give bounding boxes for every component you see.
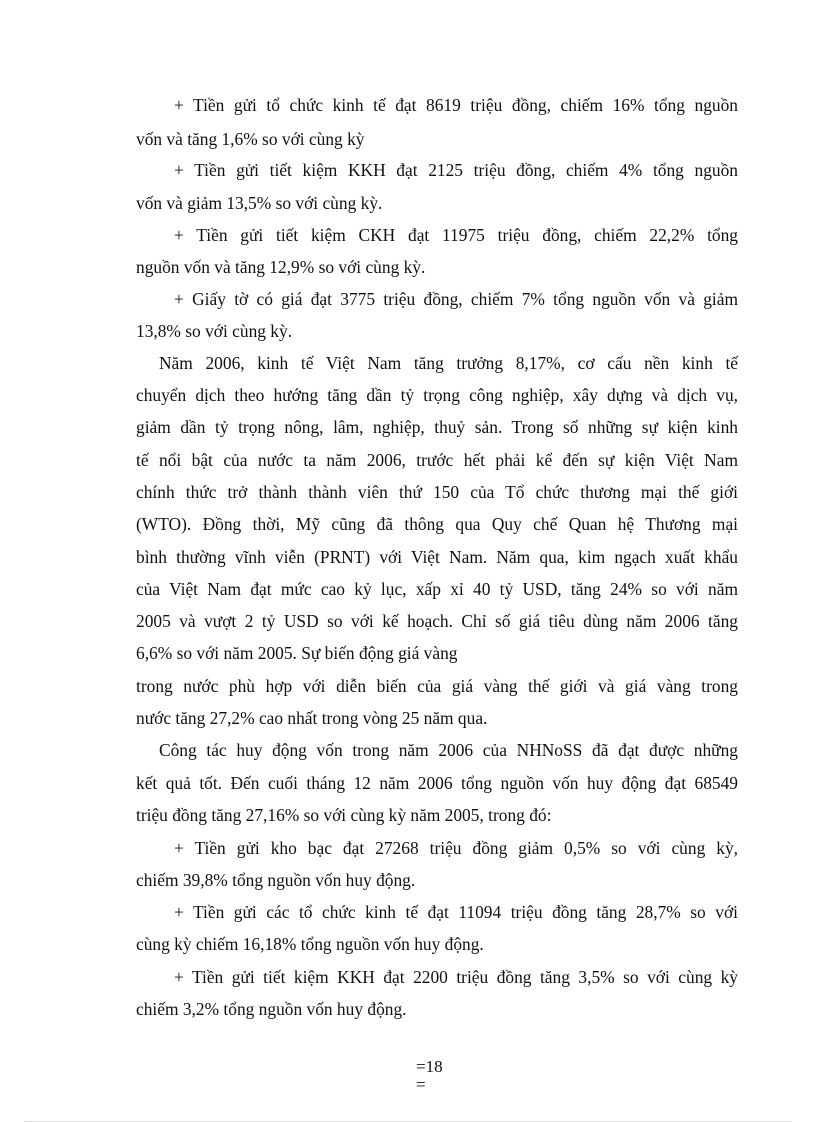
text-line: chính thức trở thành thành viên thứ 150 của Tổ chức thương mại thế giới — [136, 482, 738, 502]
text-line: cùng kỳ chiếm 16,18% tổng nguồn vốn huy động. — [136, 934, 484, 954]
text-line: vốn và tăng 1,6% so với cùng kỳ — [136, 129, 365, 149]
text-line: chuyển dịch theo hướng tăng dần tỷ trọng công nghiệp, xây dựng và dịch vụ, — [136, 385, 738, 405]
text-line: 6,6% so với năm 2005. Sự biến động giá vàng — [136, 643, 458, 663]
text-line: 13,8% so với cùng kỳ. — [136, 321, 293, 341]
text-line: + Tiền gửi tiết kiệm KKH đạt 2125 triệu đồng, chiếm 4% tổng nguồn — [174, 160, 738, 180]
text-line: nguồn vốn và tăng 12,9% so với cùng kỳ. — [136, 257, 426, 277]
text-line: nước tăng 27,2% cao nhất trong vòng 25 năm qua. — [136, 708, 488, 728]
text-line: 2005 và vượt 2 tỷ USD so với kế hoạch. Chỉ số giá tiêu dùng năm 2006 tăng — [136, 611, 738, 631]
text-line: + Tiền gửi tổ chức kinh tế đạt 8619 triệu đồng, chiếm 16% tổng nguồn — [174, 95, 738, 115]
text-line: triệu đồng tăng 27,16% so với cùng kỳ năm 2005, trong đó: — [136, 805, 552, 825]
text-line: chiếm 39,8% tổng nguồn vốn huy động. — [136, 870, 416, 890]
text-line: + Tiền gửi tiết kiệm CKH đạt 11975 triệu đồng, chiếm 22,2% tổng — [174, 225, 738, 245]
text-line: + Tiền gửi kho bạc đạt 27268 triệu đồng giảm 0,5% so với cùng kỳ, — [174, 838, 738, 858]
text-line: kết quả tốt. Đến cuối tháng 12 năm 2006 tổng nguồn vốn huy động đạt 68549 — [136, 773, 738, 793]
text-line: giảm dần tỷ trọng nông, lâm, nghiệp, thuỷ sản. Trong số những sự kiện kinh — [136, 417, 738, 437]
page-number: =18 = — [416, 1057, 443, 1094]
footer-divider — [24, 1121, 792, 1122]
text-line: trong nước phù hợp với diễn biến của giá vàng thế giới và giá vàng trong — [136, 676, 738, 696]
text-line: + Tiền gửi tiết kiệm KKH đạt 2200 triệu đồng tăng 3,5% so với cùng kỳ — [174, 967, 738, 987]
text-line: Năm 2006, kinh tế Việt Nam tăng trưởng 8,17%, cơ cấu nền kinh tế — [159, 353, 738, 373]
text-line: Công tác huy động vốn trong năm 2006 của NHNoSS đã đạt được những — [159, 740, 738, 760]
text-line: + Tiền gửi các tổ chức kinh tế đạt 11094 triệu đồng tăng 28,7% so với — [174, 902, 738, 922]
text-line: bình thường vĩnh viễn (PRNT) với Việt Nam. Năm qua, kim ngạch xuất khẩu — [136, 547, 738, 567]
text-line: vốn và giảm 13,5% so với cùng kỳ. — [136, 193, 383, 213]
text-line: (WTO). Đồng thời, Mỹ cũng đã thông qua Quy chế Quan hệ Thương mại — [136, 514, 738, 534]
text-line: của Việt Nam đạt mức cao kỷ lục, xấp xỉ 40 tỷ USD, tăng 24% so với năm — [136, 579, 738, 599]
text-line: tế nổi bật của nước ta năm 2006, trước hết phải kể đến sự kiện Việt Nam — [136, 450, 738, 470]
text-line: + Giấy tờ có giá đạt 3775 triệu đồng, chiếm 7% tổng nguồn vốn và giảm — [174, 289, 738, 309]
text-line: chiếm 3,2% tổng nguồn vốn huy động. — [136, 999, 407, 1019]
